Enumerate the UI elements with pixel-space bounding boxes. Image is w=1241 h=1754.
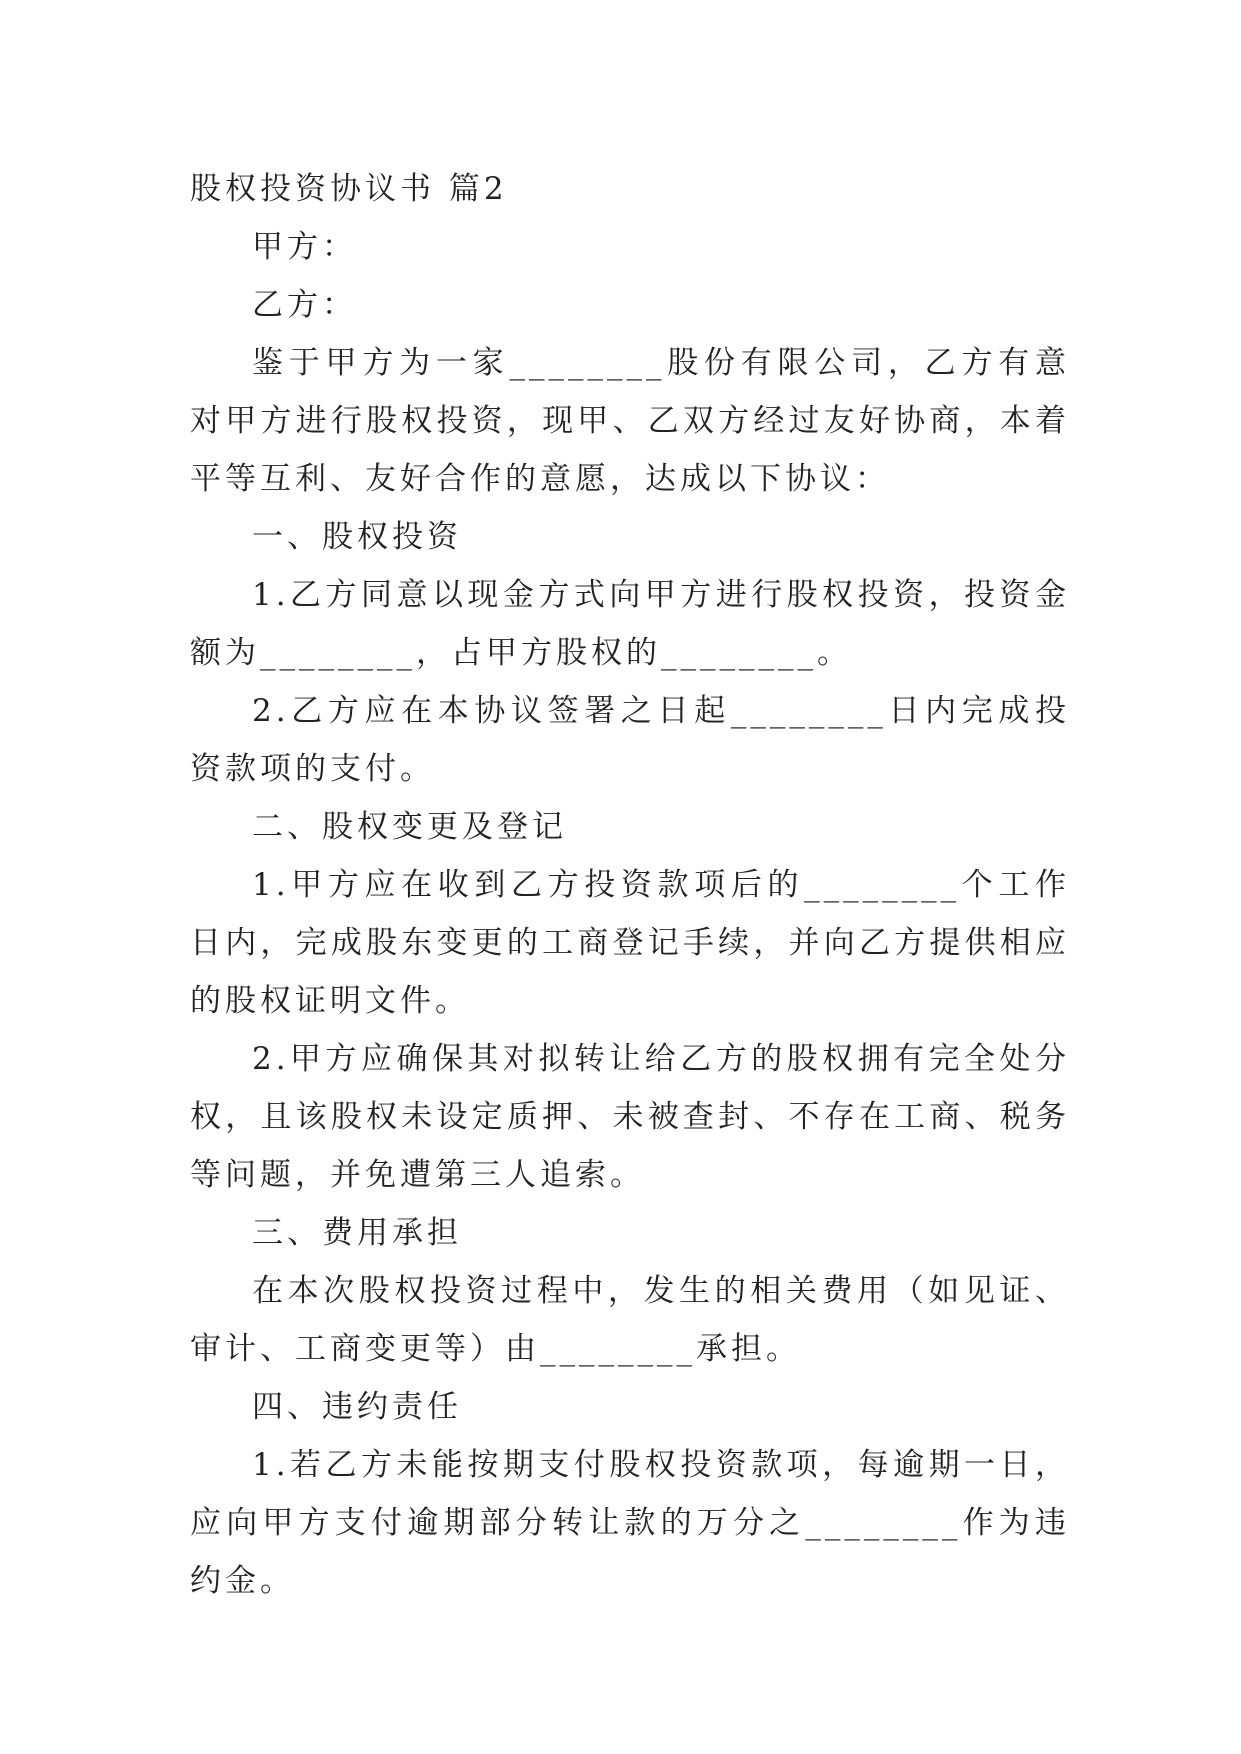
- clause-costs: 在本次股权投资过程中，发生的相关费用（如见证、审计、工商变更等）由________承担。: [190, 1273, 1070, 1367]
- party-a-line: 甲方：: [252, 229, 357, 265]
- section-heading-equity-investment: 一、股权投资: [252, 519, 462, 555]
- clause-late-payment: 1.若乙方未能按期支付股权投资款项，每逾期一日，应向甲方支付逾期部分转让款的万分之________作为违约金。: [190, 1447, 1070, 1599]
- clause-registration: 1.甲方应在收到乙方投资款项后的________个工作日内，完成股东变更的工商登记手续，并向乙方提供相应的股权证明文件。: [190, 867, 1070, 1019]
- party-b-line: 乙方：: [252, 287, 357, 323]
- preamble-paragraph: 鉴于甲方为一家________股份有限公司，乙方有意对甲方进行股权投资，现甲、乙双方经过友好协商，本着平等互利、友好合作的意愿，达成以下协议：: [190, 345, 1070, 497]
- document-body: [190, 160, 1070, 1610]
- document-title: 股权投资协议书 篇2: [190, 171, 508, 207]
- section-heading-costs: 三、费用承担: [252, 1215, 462, 1251]
- clause-payment-deadline: 2.乙方应在本协议签署之日起________日内完成投资款项的支付。: [190, 693, 1070, 787]
- section-heading-liability: 四、违约责任: [252, 1389, 462, 1425]
- section-heading-equity-change: 二、股权变更及登记: [252, 809, 567, 845]
- clause-investment-amount: 1.乙方同意以现金方式向甲方进行股权投资，投资金额为________，占甲方股权的________。: [190, 577, 1070, 671]
- clause-disposal-rights: 2.甲方应确保其对拟转让给乙方的股权拥有完全处分权，且该股权未设定质押、未被查封、不存在工商、税务等问题，并免遭第三人追索。: [190, 1041, 1070, 1193]
